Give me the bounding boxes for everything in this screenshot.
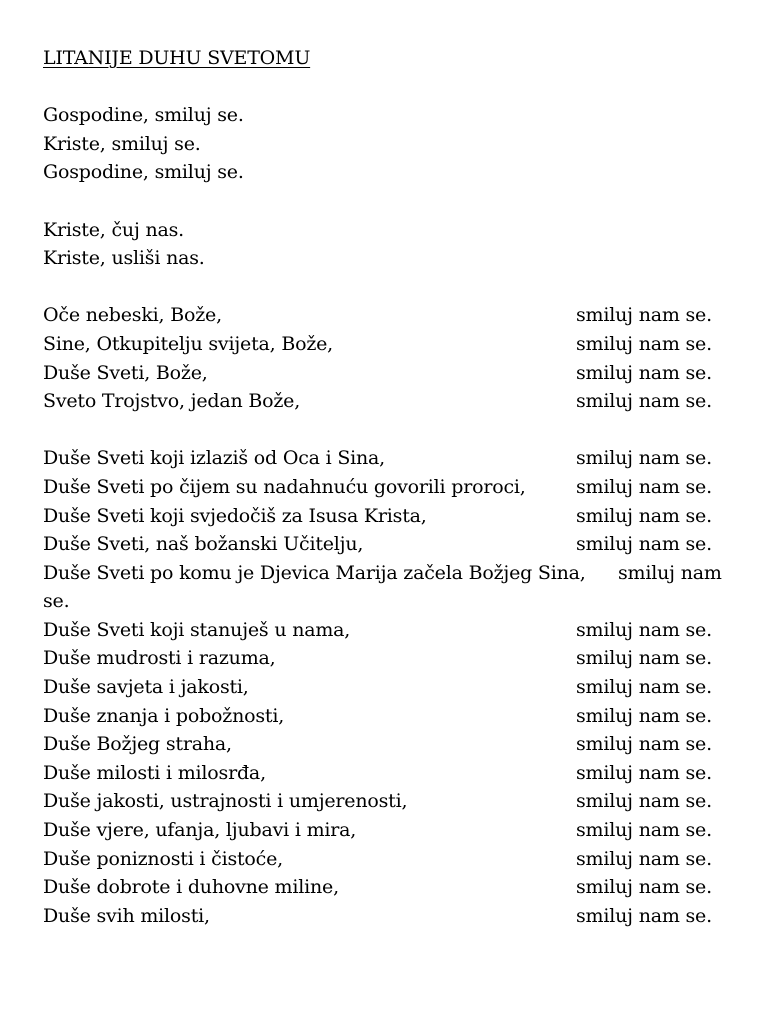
litany-row: [43, 845, 733, 874]
litany-row: [43, 301, 733, 330]
response: smiluj nam se.: [576, 361, 712, 384]
litany-row: [43, 702, 733, 731]
invocation: Duše Sveti, naš božanski Učitelju,: [43, 533, 364, 556]
litany-row: [43, 616, 733, 645]
invocation: Duše milosti i milosrđa,: [43, 761, 266, 784]
spacer: [43, 73, 733, 102]
spirit-section: [43, 444, 733, 930]
litany-row: [43, 387, 733, 416]
invocation: Duše Sveti koji stanuješ u nama,: [43, 618, 351, 641]
litany-line: Kriste, smiluj se.: [43, 132, 201, 155]
invocation: Duše Sveti po čijem su nadahnuću govorili proroci,: [43, 475, 526, 498]
litany-row: [43, 359, 733, 388]
response-continuation: se.: [43, 590, 70, 613]
response: smiluj nam se.: [576, 618, 712, 641]
invocation: Duše savjeta i jakosti,: [43, 676, 249, 699]
spacer: [43, 187, 733, 216]
litany-row: [43, 873, 733, 902]
response: smiluj nam se.: [576, 447, 712, 470]
spacer: [43, 273, 733, 302]
invocation: Duše vjere, ufanja, ljubavi i mira,: [43, 819, 357, 842]
litany-line: Gospodine, smiluj se.: [43, 161, 244, 184]
litany-line: Kriste, čuj nas.: [43, 218, 185, 241]
invocation: Duše mudrosti i razuma,: [43, 647, 276, 670]
litany-row: [43, 444, 733, 473]
response: smiluj nam se.: [576, 876, 712, 899]
response: smiluj nam: [618, 561, 722, 584]
response: smiluj nam se.: [576, 390, 712, 413]
invocation: Sine, Otkupitelju svijeta, Bože,: [43, 332, 334, 355]
litany-row: [43, 787, 733, 816]
trinity-section: [43, 301, 733, 415]
litany-row: [43, 330, 733, 359]
response: smiluj nam se.: [576, 504, 712, 527]
invocation: Duše Sveti, Bože,: [43, 361, 208, 384]
litany-row: [43, 559, 733, 588]
invocation: Duše dobrote i duhovne miline,: [43, 876, 339, 899]
litany-row-wrapped: [43, 559, 733, 616]
spacer: [43, 416, 733, 445]
response: smiluj nam se.: [576, 704, 712, 727]
response: smiluj nam se.: [576, 533, 712, 556]
document-page: [43, 44, 733, 930]
response: smiluj nam se.: [576, 332, 712, 355]
invocation: Duše Sveti koji svjedočiš za Isusa Krista,: [43, 504, 427, 527]
litany-row: [43, 759, 733, 788]
litany-row: [43, 502, 733, 531]
litany-row: [43, 730, 733, 759]
invocation: Duše Sveti po komu je Djevica Marija začela Božjeg Sina,: [43, 561, 586, 584]
litany-row: [43, 530, 733, 559]
response: smiluj nam se.: [576, 647, 712, 670]
response: smiluj nam se.: [576, 790, 712, 813]
litany-row-continuation: [43, 587, 733, 616]
invocation: Oče nebeski, Bože,: [43, 304, 222, 327]
invocation: Duše znanja i pobožnosti,: [43, 704, 285, 727]
litany-row: [43, 473, 733, 502]
document-title: LITANIJE DUHU SVETOMU: [43, 47, 311, 69]
litany-row: [43, 644, 733, 673]
response: smiluj nam se.: [576, 304, 712, 327]
invocation: Duše svih milosti,: [43, 904, 210, 927]
litany-line: Kriste, usliši nas.: [43, 247, 205, 270]
litany-row: [43, 673, 733, 702]
response: smiluj nam se.: [576, 733, 712, 756]
response: smiluj nam se.: [576, 676, 712, 699]
invocation: Duše jakosti, ustrajnosti i umjerenosti,: [43, 790, 408, 813]
response: smiluj nam se.: [576, 475, 712, 498]
response: smiluj nam se.: [576, 904, 712, 927]
response: smiluj nam se.: [576, 761, 712, 784]
invocation: Duše poniznosti i čistoće,: [43, 847, 283, 870]
response: smiluj nam se.: [576, 819, 712, 842]
litany-row: [43, 902, 733, 931]
litany-line: Gospodine, smiluj se.: [43, 104, 244, 127]
response: smiluj nam se.: [576, 847, 712, 870]
litany-row: [43, 816, 733, 845]
invocation: Duše Božjeg straha,: [43, 733, 232, 756]
invocation: Sveto Trojstvo, jedan Bože,: [43, 390, 301, 413]
invocation: Duše Sveti koji izlaziš od Oca i Sina,: [43, 447, 386, 470]
